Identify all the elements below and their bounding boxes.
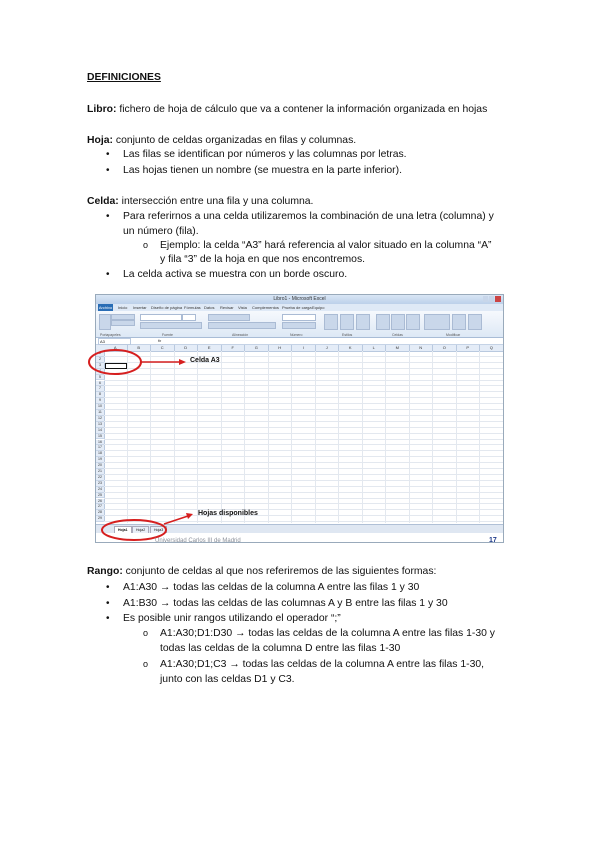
column-header: H	[269, 345, 293, 352]
row-header: 12	[96, 416, 105, 422]
row-header: 18	[96, 451, 105, 457]
row-header: 11	[96, 410, 105, 416]
excel-file-tab: Archivo	[98, 305, 113, 310]
celda-term: Celda:	[87, 196, 119, 207]
row-header: 7	[96, 386, 105, 392]
row-header: 2	[96, 357, 105, 363]
rango-sub-1-line-1	[160, 627, 495, 640]
group-modificar: Modificar	[446, 333, 461, 337]
rango-bullet-1-text: todas las celdas de la columna A entre las filas 1 y 30	[170, 582, 420, 593]
row-header: 9	[96, 398, 105, 404]
row-header: 29	[96, 516, 105, 522]
rango-bullet-1	[123, 581, 419, 594]
column-header: L	[363, 345, 387, 352]
group-numero: Número	[290, 333, 303, 337]
university-footer: Universidad Carlos III de Madrid	[155, 538, 241, 544]
group-alineacion: Alineación	[232, 333, 249, 337]
celda-arrow-head-icon	[179, 359, 186, 365]
column-header: B	[128, 345, 152, 352]
hoja-text: conjunto de celdas organizadas en filas y columnas.	[112, 135, 357, 146]
rango-code-a1-a30: A1:A30	[123, 582, 158, 593]
group-portapapeles: Portapapeles	[100, 333, 121, 337]
row-header: 25	[96, 493, 105, 499]
fx-icon: fx	[158, 338, 162, 343]
rango-sub-1-text: todas las celdas de la columna A entre las filas 1-30 y	[245, 628, 496, 639]
circle-bullet-icon: o	[143, 659, 149, 669]
group-fuente: Fuente	[162, 333, 173, 337]
libro-term: Libro:	[87, 104, 117, 115]
hoja-term: Hoja:	[87, 135, 113, 146]
libro-text: fichero de hoja de cálculo que va a contener la información organizada en hojas	[116, 104, 488, 115]
row-header: 20	[96, 463, 105, 469]
row-header: 22	[96, 475, 105, 481]
label-hojas-disponibles: Hojas disponibles	[198, 510, 258, 517]
excel-tab-vista: Vista	[238, 305, 247, 310]
rango-term: Rango:	[87, 566, 123, 577]
row-header: 26	[96, 499, 105, 505]
celda-text: intersección entre una fila y una columna.	[118, 196, 314, 207]
right-arrow-icon: →	[229, 659, 240, 670]
celda-bullet-2: La celda activa se muestra con un borde oscuro.	[123, 269, 348, 280]
sheet-tab-hoja3: Hoja3	[150, 526, 167, 534]
hojas-arrow-line	[164, 516, 188, 524]
rango-text: conjunto de celdas al que nos referiremos de las siguientes formas:	[122, 566, 437, 577]
row-header: 17	[96, 445, 105, 451]
row-header: 10	[96, 404, 105, 410]
bullet-icon: •	[106, 165, 110, 176]
row-header: 3	[96, 363, 105, 369]
rango-code-a1-b30: A1:B30	[123, 598, 158, 609]
circle-bullet-icon: o	[143, 628, 149, 638]
celda-bullet-1-line-1: Para referirnos a una celda utilizaremos la combinación de una letra (columna) y	[123, 211, 494, 222]
rango-code-union-1: A1:A30;D1:D30	[160, 628, 233, 639]
excel-window-title: Libro1 - Microsoft Excel	[273, 296, 326, 302]
hoja-bullet-1: Las filas se identifican por números y las columnas por letras.	[123, 149, 407, 160]
row-header: 14	[96, 428, 105, 434]
column-header: F	[222, 345, 246, 352]
excel-tab-datos: Datos	[204, 305, 215, 310]
rango-code-union-2: A1:A30;D1;C3	[160, 659, 227, 670]
row-header: 19	[96, 457, 105, 463]
column-header: C	[151, 345, 175, 352]
excel-tab-complementos: Complementos	[252, 305, 279, 310]
sheet-tab-hoja1: Hoja1	[114, 526, 132, 534]
row-header: 5	[96, 375, 105, 381]
column-header: I	[292, 345, 316, 352]
row-header: 16	[96, 440, 105, 446]
row-header: 15	[96, 434, 105, 440]
column-header: J	[316, 345, 340, 352]
rango-sub-2-text: todas las celdas de la columna A entre las filas 1-30,	[239, 659, 485, 670]
excel-tab-formulas: Fórmulas	[184, 305, 201, 310]
column-header: M	[386, 345, 410, 352]
rango-definition	[87, 565, 436, 578]
column-header: O	[433, 345, 457, 352]
rango-sub-2-line-1	[160, 658, 484, 671]
group-celdas: Celdas	[392, 333, 403, 337]
column-header: D	[175, 345, 199, 352]
column-header: K	[339, 345, 363, 352]
column-header: Q	[480, 345, 504, 352]
row-header: 24	[96, 487, 105, 493]
slide-page-number: 17	[489, 537, 497, 544]
bullet-icon: •	[106, 582, 110, 593]
circle-bullet-icon: o	[143, 240, 149, 250]
rango-bullet-2	[123, 597, 448, 610]
row-header: 4	[96, 369, 105, 375]
bullet-icon: •	[106, 149, 110, 160]
column-header: N	[410, 345, 434, 352]
excel-tab-equipo: Equipo	[312, 305, 325, 310]
row-header: 13	[96, 422, 105, 428]
row-header: 23	[96, 481, 105, 487]
column-header: P	[457, 345, 481, 352]
column-header: G	[245, 345, 269, 352]
rango-bullet-3: Es posible unir rangos utilizando el operador “;”	[123, 613, 341, 624]
sheet-tab-hoja2: Hoja2	[132, 526, 149, 534]
bullet-icon: •	[106, 269, 110, 280]
row-header: 27	[96, 504, 105, 510]
celda-bullet-1-line-2: un número (fila).	[123, 226, 199, 237]
sheets-highlight-ellipse	[102, 520, 166, 540]
page-heading: DEFINICIONES	[87, 72, 161, 83]
right-arrow-icon: →	[159, 582, 171, 593]
excel-tab-inicio: Inicio	[118, 305, 128, 310]
row-header: 1	[96, 351, 105, 357]
bullet-icon: •	[106, 598, 110, 609]
group-estilos: Estilos	[342, 333, 353, 337]
row-header: 8	[96, 392, 105, 398]
excel-tab-insertar: Insertar	[133, 305, 147, 310]
excel-tab-revisar: Revisar	[220, 305, 234, 310]
rango-sub-1-line-2: todas las celdas de la columna D entre las filas 1-30	[160, 643, 401, 654]
rango-sub-2-line-2: junto con las celdas D1 y C3.	[160, 674, 295, 685]
hoja-bullet-2: Las hojas tienen un nombre (se muestra en la parte inferior).	[123, 165, 402, 176]
excel-tab-diseno: Diseño de página	[151, 305, 183, 310]
rango-bullet-2-text: todas las celdas de las columnas A y B entre las filas 1 y 30	[170, 598, 448, 609]
row-header: 28	[96, 510, 105, 516]
label-celda-a3: Celda A3	[190, 357, 220, 364]
right-arrow-icon: →	[235, 628, 246, 639]
row-header: 6	[96, 381, 105, 387]
column-header: E	[198, 345, 222, 352]
excel-tab-prueba: Prueba de carga	[282, 305, 312, 310]
row-header: 21	[96, 469, 105, 475]
hojas-arrow-head-icon	[186, 513, 193, 519]
celda-example-line-2: y fila “3” de la hoja en que nos encontremos.	[160, 254, 366, 265]
bullet-icon: •	[106, 613, 110, 624]
bullet-icon: •	[106, 211, 110, 222]
name-box: A3	[98, 338, 131, 345]
right-arrow-icon: →	[159, 598, 171, 609]
column-header: A	[104, 345, 128, 352]
cell-highlight-ellipse	[89, 350, 141, 374]
celda-example-line-1: Ejemplo: la celda “A3” hará referencia al valor situado en la columna “A”	[160, 240, 492, 251]
